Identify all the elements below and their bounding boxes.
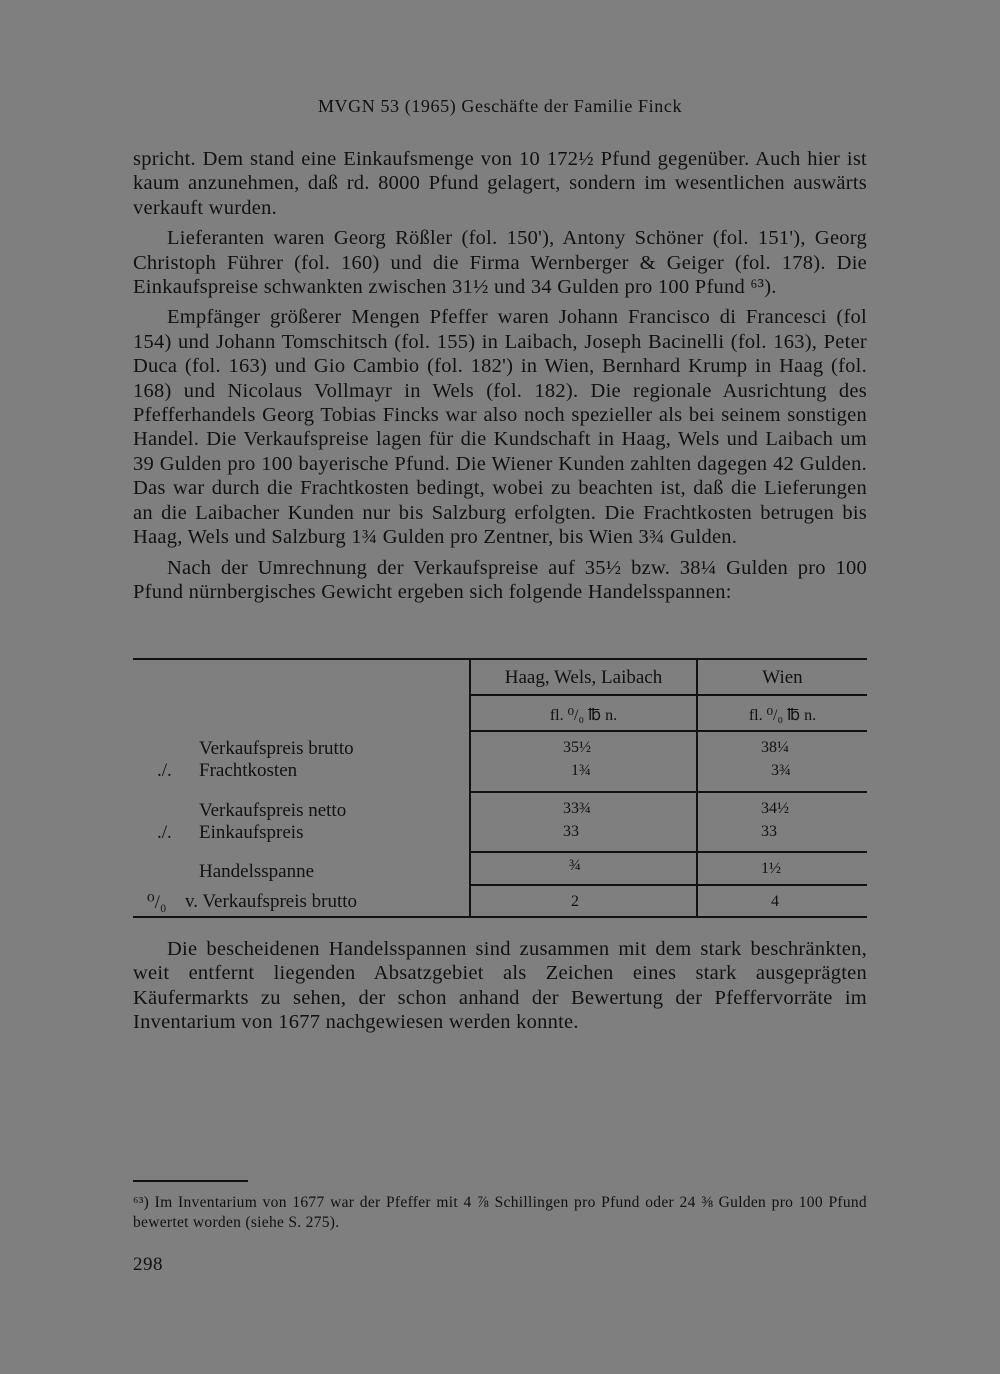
col-header-haag: Haag, Wels, Laibach	[504, 667, 663, 688]
running-header: MVGN 53 (1965) Geschäfte der Familie Finck	[317, 96, 683, 116]
col-header-wien: Wien	[762, 667, 803, 688]
paragraph-5: Die bescheidenen Handelsspannen sind zusammen mit dem stark beschränkten, weit entfernt liegenden Absatzgebiet als Zeichen eines stark ausgeprägten Käufermarkts zu sehen, der schon anhand der Bewertung der Pfeffervorräte im Inventarium von 1677 nachgewiesen werden konnte.	[133, 938, 867, 1034]
table-rule-after-fracht	[469, 791, 867, 793]
row-label-einkaufspreis: Einkaufspreis	[199, 822, 304, 843]
table-left-column-rule	[469, 658, 471, 918]
page-number: 298	[133, 1254, 163, 1275]
row-prefix-percent: ⁰/₀	[147, 892, 167, 913]
value-wien-verkaufspreis-netto: 34½	[761, 800, 789, 817]
table-rule-after-spanne	[469, 884, 867, 886]
row-label-verkaufspreis-netto: Verkaufspreis netto	[199, 800, 347, 821]
table-bottom-rule	[133, 916, 867, 918]
unit-header-haag: fl. ⁰/₀ ℔ n.	[549, 707, 618, 724]
row-prefix-minus-einkauf: ./.	[157, 822, 172, 843]
table-unit-rule	[469, 730, 867, 732]
value-haag-verkaufspreis-brutto: 35½	[563, 739, 591, 756]
row-prefix-minus-fracht: ./.	[157, 760, 172, 781]
value-haag-frachtkosten: 1¾	[571, 762, 591, 779]
value-wien-einkaufspreis: 33	[761, 823, 777, 840]
table-rule-after-einkauf	[469, 851, 867, 853]
footnote-63: ⁶³) Im Inventarium von 1677 war der Pfeffer mit 4 ⅞ Schillingen pro Pfund oder 24 ⅜ Gulden pro 100 Pfund bewertet worden (siehe S. 275).	[133, 1194, 867, 1231]
row-label-verkaufspreis-brutto: Verkaufspreis brutto	[199, 738, 354, 759]
value-haag-prozent: 2	[571, 893, 579, 910]
row-label-prozent-brutto: v. Verkaufspreis brutto	[185, 891, 358, 912]
value-wien-prozent: 4	[771, 893, 779, 910]
row-label-handelsspanne: Handelsspanne	[199, 861, 315, 882]
unit-header-wien: fl. ⁰/₀ ℔ n.	[748, 707, 817, 724]
value-wien-verkaufspreis-brutto: 38¼	[761, 739, 789, 756]
paragraph-3: Empfänger größerer Mengen Pfeffer waren Johann Francisco di Francesci (fol 154) und Johann Tomschitsch (fol. 155) in Laibach, Joseph Bacinelli (fol. 163), Peter Duca (fol. 163) und Gio Cambio (fol. 182') in Wien, Bernhard Krump in Haag (fol. 168) und Nicolaus Vollmayr in Wels (fol. 182). Die regionale Ausrichtung des Pfefferhandels Georg Tobias Fincks war also noch spezieller als bei seinem sonstigen Handel. Die Verkaufspreise lagen für die Kundschaft in Haag, Wels und Laibach um 39 Gulden pro 100 bayerische Pfund. Die Wiener Kunden zahlten dagegen 42 Gulden. Das war durch die Frachtkosten bedingt, wobei zu beachten ist, daß die Lieferungen an die Laibacher Kunden nur bis Salzburg erfolgten. Die Frachtkosten betrugen bis Haag, Wels und Salzburg 1¾ Gulden pro Zentner, bis Wien 3¾ Gulden.	[133, 306, 867, 549]
value-haag-handelsspanne: ¾	[569, 857, 581, 874]
margin-table	[133, 658, 867, 918]
row-label-frachtkosten: Frachtkosten	[199, 760, 298, 781]
value-wien-frachtkosten: 3¾	[771, 762, 791, 779]
table-top-rule	[133, 658, 867, 660]
paragraph-2: Lieferanten waren Georg Rößler (fol. 150'), Antony Schöner (fol. 151'), Georg Christoph Führer (fol. 160) und die Firma Wernberger & Geiger (fol. 178). Die Einkaufspreise schwankten zwischen 31½ und 34 Gulden pro 100 Pfund ⁶³).	[133, 227, 867, 299]
value-haag-verkaufspreis-netto: 33¾	[563, 800, 591, 817]
paragraph-4: Nach der Umrechnung der Verkaufspreise auf 35½ bzw. 38¼ Gulden pro 100 Pfund nürnbergisches Gewicht ergeben sich folgende Handelsspannen:	[133, 556, 867, 603]
body-text-after-table	[133, 937, 867, 1035]
value-haag-einkaufspreis: 33	[563, 823, 579, 840]
value-wien-handelsspanne: 1½	[761, 860, 781, 877]
footnote-separator	[133, 1180, 248, 1182]
body-text-before-table	[133, 147, 867, 604]
table-header-rule	[469, 694, 867, 696]
paragraph-1: spricht. Dem stand eine Einkaufsmenge von 10 172½ Pfund gegenüber. Auch hier ist kaum anzunehmen, daß rd. 8000 Pfund gelagert, sondern im wesentlichen auswärts verkauft wurden.	[133, 148, 867, 219]
table-middle-column-rule	[696, 658, 698, 918]
